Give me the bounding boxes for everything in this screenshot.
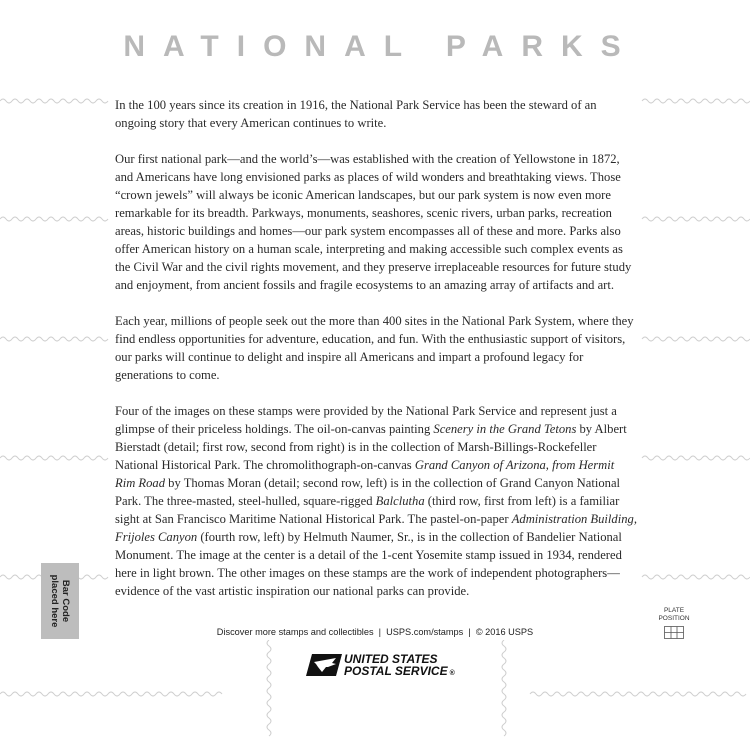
registered-mark: ® — [449, 670, 455, 677]
page-title: NATIONAL PARKS — [123, 30, 639, 63]
logo-line1: UNITED STATES — [344, 652, 438, 666]
barcode-label-line2: placed here — [49, 574, 60, 628]
text-run: by Thomas Moran (detail; second row, left) is in the collection of Grand Canyon National Park. The three-masted, steel-hulled, square-rigged — [115, 476, 621, 508]
text-run: by Albert Bierstadt (detail; first row, second from right) is in the collection of Marsh-Billings-Rockefeller National Historical Park. The chromolithograph-on-canvas — [115, 422, 627, 472]
body-text — [115, 96, 637, 618]
perforation-line — [265, 640, 273, 738]
plate-label-line2: POSITION — [658, 615, 690, 622]
text-run: In the 100 years since its creation in 1916, the National Park Service has been the steward of an ongoing story that every American continues to write. — [115, 98, 597, 130]
paragraph — [115, 150, 637, 294]
italic-title: Grand Canyon of Arizona, from Hermit Rim Road — [115, 458, 615, 490]
logo-text — [344, 653, 455, 680]
paragraph — [115, 312, 637, 384]
text-run: Our first national park—and the world’s—was established with the creation of Yellowstone in 1872, and Americans have long envisioned parks as places of wild wonders and breathtaking views. Those “crown jewels” will always be iconic American landscapes, but our park system is now even more remarkable for its breadth. Parkways, monuments, seashores, scenic rivers, urban parks, recreation areas, historic buildings and homes—our park system encompasses all of these and more. Parks also offer American history on a human scale, interpreting and making accessible such complex events as the Civil War and the civil rights movement, and they preserve irreplaceable resources for future study and enjoyment, from ancient fossils and fragile ecosystems to an amazing array of artifacts and art. — [115, 152, 632, 292]
text-run: Each year, millions of people seek out the more than 400 sites in the National Park System, where they find endless opportunities for adventure, education, and fun. With the enthusiastic support of visitors, our parks will continue to delight and inspire all Americans and impart a profound legacy for generations to come. — [115, 314, 634, 382]
text-run: Four of the images on these stamps were provided by the National Park Service and represent just a glimpse of their priceless holdings. The oil-on-canvas painting — [115, 404, 617, 436]
perforation-line — [0, 690, 750, 698]
italic-title: Balclutha — [375, 494, 425, 508]
usps-logo — [306, 652, 456, 680]
italic-title: Scenery in the Grand Tetons — [433, 422, 577, 436]
plate-label-line1: PLATE — [663, 607, 685, 614]
footer-text: Discover more stamps and collectibles | USPS.com/stamps | © 2016 USPS — [216, 627, 534, 637]
paragraph — [115, 96, 637, 132]
barcode-label-line1: Bar Code — [60, 579, 71, 623]
text-run: (third row, first from left) is a familiar sight at San Francisco Maritime National Historical Park. The pastel-on-paper — [115, 494, 620, 526]
italic-title: Administration Building, Frijoles Canyon — [115, 512, 637, 544]
eagle-icon — [306, 652, 342, 678]
text-run: (fourth row, left) by Helmuth Naumer, Sr., is in the collection of Bandelier National Monument. The image at the center is a detail of the 1-cent Yosemite stamp issued in 1934, rendered here in light brown. The other images on these stamps are the work of independent photographers—evidence of the vast artistic inspiration our national parks can provide. — [115, 530, 622, 598]
perforation-line — [500, 640, 508, 738]
paragraph — [115, 402, 637, 600]
logo-line2: POSTAL SERVICE — [344, 664, 448, 678]
